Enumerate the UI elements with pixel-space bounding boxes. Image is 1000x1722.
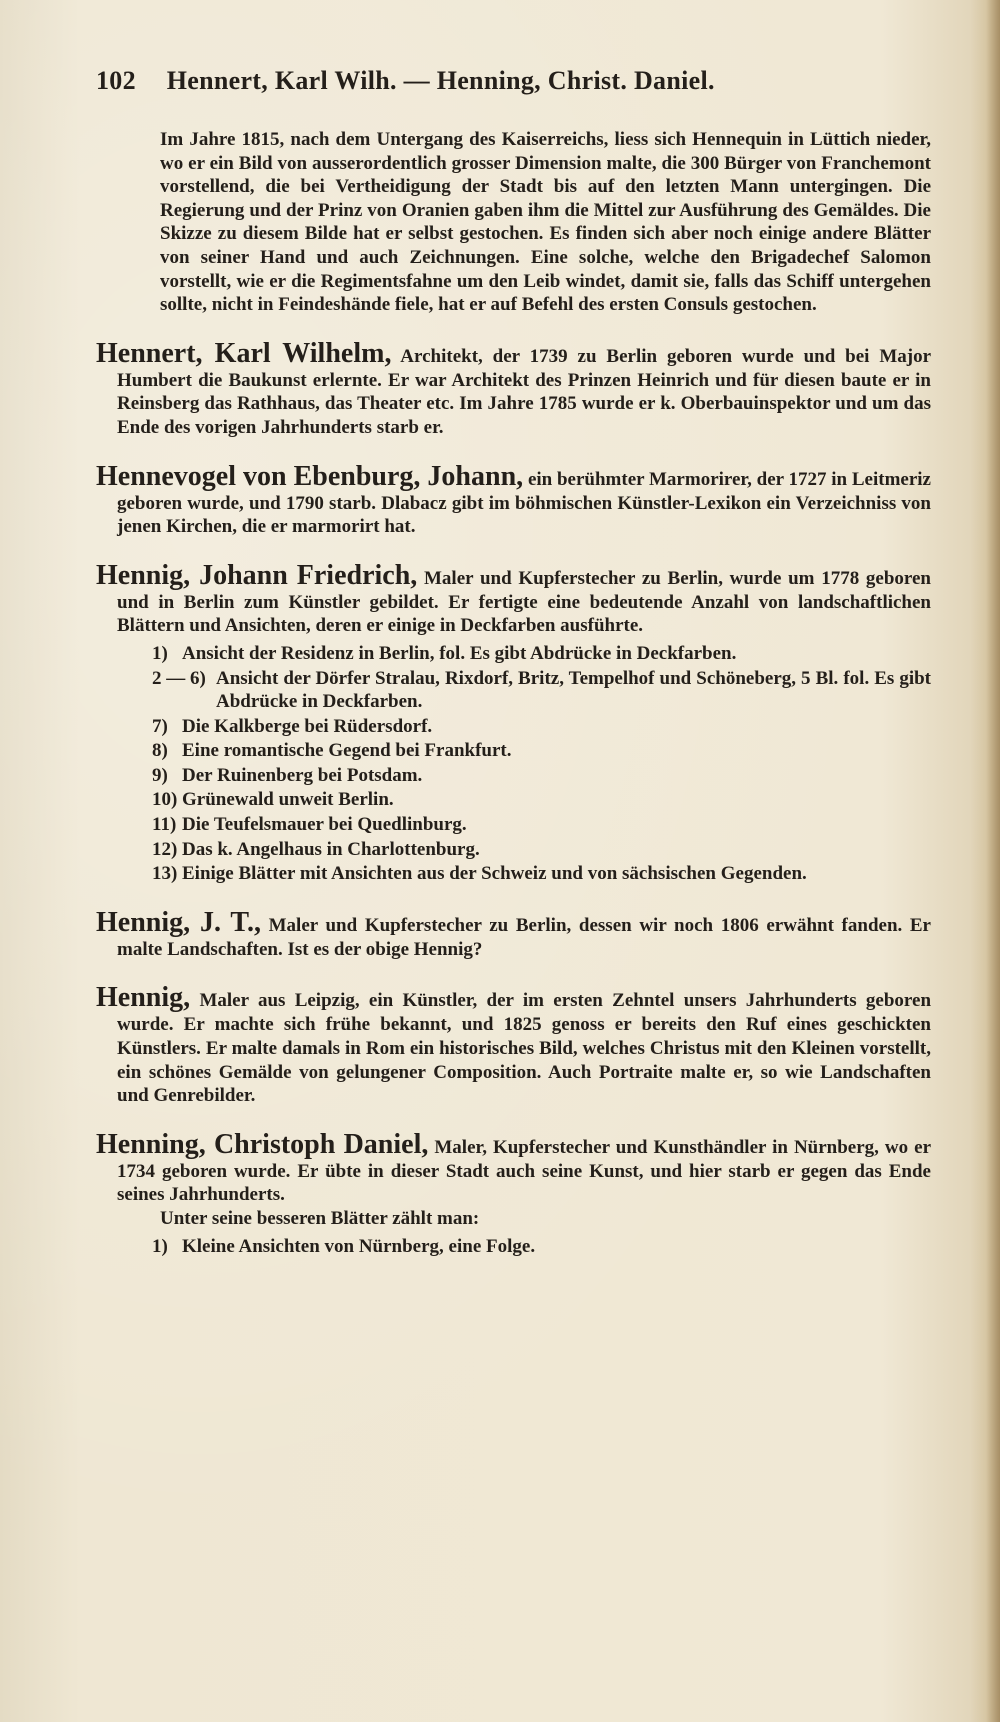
entry-hennig-johann-friedrich	[96, 561, 931, 886]
list-item	[152, 764, 931, 788]
list-item	[152, 739, 931, 763]
item-text: Die Teufelsmauer bei Quedlinburg.	[182, 814, 467, 836]
item-number: 10)	[152, 789, 178, 811]
item-text: Grünewald unweit Berlin.	[182, 789, 394, 811]
list-item	[152, 813, 931, 837]
works-list	[96, 1235, 931, 1259]
item-text: Das k. Angelhaus in Charlottenburg.	[182, 838, 480, 860]
item-number: 1)	[152, 1235, 168, 1257]
entry-hennevogel	[96, 462, 931, 539]
page-header	[96, 66, 916, 96]
entry-text: Architekt, der 1739 zu Berlin geboren wurde und bei Major Humbert die Baukunst erlernte. Er war Architekt des Prinzen Heinrich und für diesen baute er in Reinsberg das Rathhaus, das Theater etc. Im Jahre 1785 wurde er k. Oberbauinspektor und um das Ende des vorigen Jahrhunderts starb er.	[117, 345, 932, 438]
item-text: Einige Blätter mit Ansichten aus der Schweiz und von sächsischen Gegenden.	[182, 863, 807, 885]
item-text: Kleine Ansichten von Nürnberg, eine Folge.	[182, 1235, 536, 1257]
entry-name: Henning, Christoph Daniel,	[96, 1128, 429, 1160]
list-item	[152, 1235, 931, 1259]
entry-text: Maler, Kupferstecher und Kunsthändler in Nürnberg, wo er 1734 geboren wurde. Er übte in dieser Stadt auch seine Kunst, und hier starb er gegen das Ende seines Jahrhunderts.	[117, 1136, 932, 1206]
entry-hennig-leipzig	[96, 983, 931, 1107]
item-number: 8)	[152, 740, 168, 762]
entry-hennig-jt	[96, 908, 931, 962]
entry-name: Hennevogel von Ebenburg, Johann,	[96, 460, 524, 492]
list-item	[152, 667, 931, 714]
item-text: Ansicht der Residenz in Berlin, fol. Es gibt Abdrücke in Deckfarben.	[182, 642, 737, 664]
entry-henning-christoph-daniel	[96, 1130, 931, 1258]
entry-text: Maler und Kupferstecher zu Berlin, dessen wir noch 1806 erwähnt fanden. Er malte Landschaften. Ist es der obige Hennig?	[117, 914, 931, 960]
page-number: 102	[96, 66, 136, 95]
item-number: 2 — 6)	[152, 667, 206, 689]
page-content	[96, 128, 931, 1280]
item-text: Ansicht der Dörfer Stralau, Rixdorf, Britz, Tempelhof und Schöneberg, 5 Bl. fol. Es gibt Abdrücke in Deckfarben.	[216, 667, 931, 713]
works-intro: Unter seine besseren Blätter zählt man:	[160, 1208, 480, 1229]
item-number: 9)	[152, 764, 168, 786]
entry-text: ein berühmter Marmorirer, der 1727 in Leitmeriz geboren wurde, und 1790 starb. Dlabacz gibt im böhmischen Künstler-Lexikon ein Verzeichniss von jenen Kirchen, die er marmorirt hat.	[117, 468, 931, 538]
page-edge-shadow	[986, 0, 1000, 1722]
item-text: Der Ruinenberg bei Potsdam.	[182, 764, 423, 786]
item-number: 11)	[152, 814, 177, 836]
entry-hennert	[96, 339, 931, 440]
works-list	[96, 642, 931, 886]
entry-name: Hennig, J. T.,	[96, 906, 261, 938]
entry-name: Hennig,	[96, 982, 191, 1014]
entry-name: Hennert, Karl Wilhelm,	[96, 337, 392, 369]
item-text: Eine romantische Gegend bei Frankfurt.	[182, 740, 512, 762]
entry-text: Maler und Kupferstecher zu Berlin, wurde um 1778 geboren und in Berlin zum Künstler gebildet. Er fertigte eine bedeutende Anzahl von landschaftlichen Blättern und Ansichten, deren er einige in Deckfarben ausführte.	[117, 567, 931, 637]
running-title: Hennert, Karl Wilh. — Henning, Christ. Daniel.	[166, 66, 715, 95]
list-item	[152, 715, 931, 739]
entry-text: Maler aus Leipzig, ein Künstler, der im ersten Zehntel unsers Jahrhunderts geboren wurde. Er machte sich frühe bekannt, und 1825 genoss er bereits den Ruf eines geschickten Künstlers. Er malte damals in Rom ein historisches Bild, welches Christus mit den Kleinen vorstellt, ein schönes Gemälde von gelungener Composition. Auch Portraite malte er, so wie Landschaften und Genrebilder.	[117, 990, 932, 1107]
item-number: 13)	[152, 863, 178, 885]
list-item	[152, 862, 931, 886]
entry-name: Hennig, Johann Friedrich,	[96, 559, 418, 591]
item-number: 7)	[152, 715, 168, 737]
item-number: 12)	[152, 838, 178, 860]
item-number: 1)	[152, 642, 168, 664]
list-item	[152, 788, 931, 812]
list-item	[152, 838, 931, 862]
list-item	[152, 642, 931, 666]
intro-paragraph: Im Jahre 1815, nach dem Untergang des Kaiserreichs, liess sich Hennequin in Lüttich nieder, wo er ein Bild von ausserordentlich grosser Dimension malte, die 300 Bürger von Franchemont vorstellend, die bei Vertheidigung der Stadt bis auf den letzten Mann untergingen. Die Regierung und der Prinz von Oranien gaben ihm die Mittel zur Ausführung des Gemäldes. Die Skizze zu diesem Bilde hat er selbst gestochen. Es finden sich aber noch einige andere Blätter von seiner Hand und auch Zeichnungen. Eine solche, welche den Brigadechef Salomon vorstellt, wie er die Regimentsfahne um den Leib windet, damit sie, falls das Schiff untergehen sollte, nicht in Feindeshände fiele, hat er auf Befehl des ersten Consuls gestochen.	[160, 129, 931, 316]
item-text: Die Kalkberge bei Rüdersdorf.	[182, 715, 433, 737]
